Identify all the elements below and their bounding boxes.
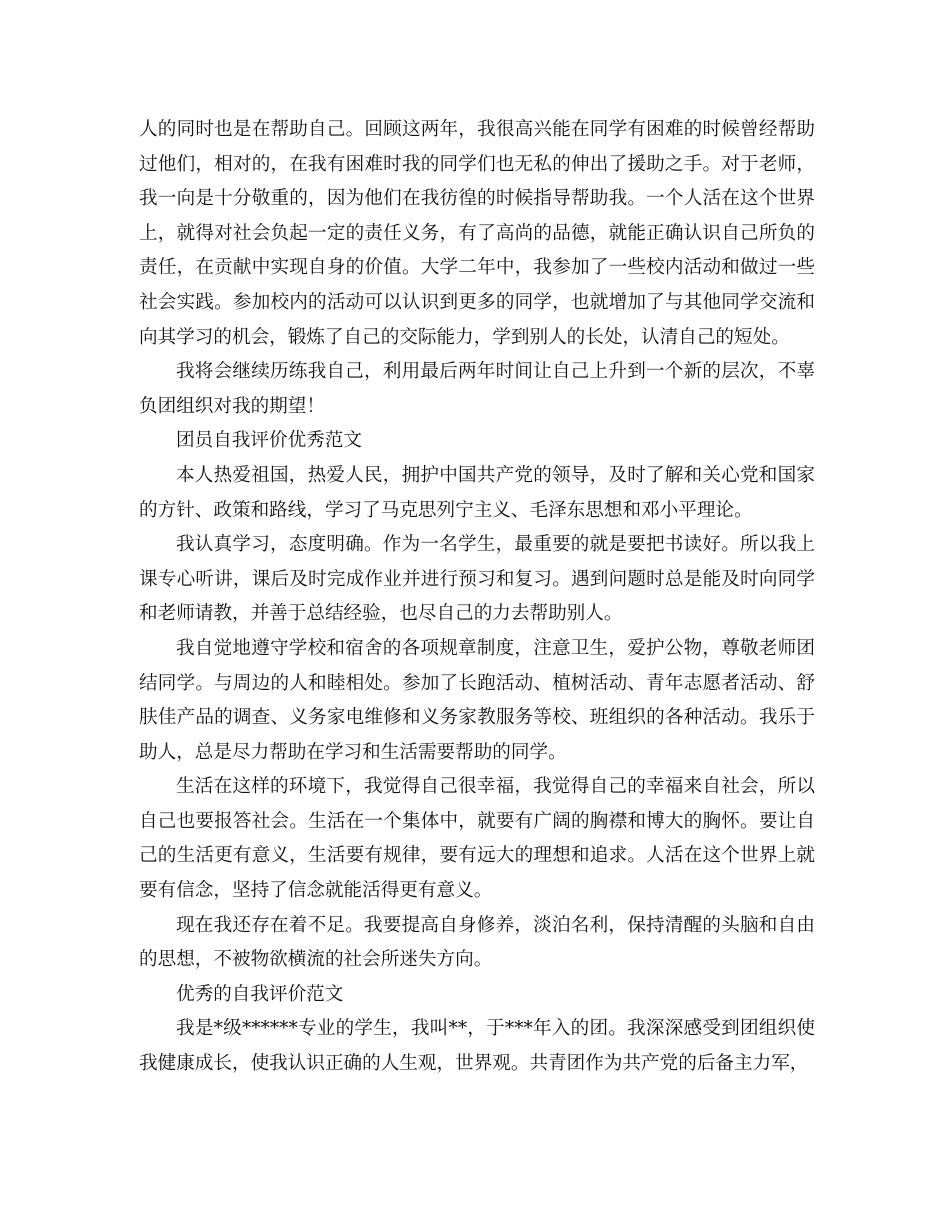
paragraph-patriotism: 本人热爱祖国，热爱人民，拥护中国共产党的领导，及时了解和关心党和国家的方针、政策和路线，学习了马克思列宁主义、毛泽东思想和邓小平理论。 (139, 464, 815, 521)
paragraph-continuation: 人的同时也是在帮助自己。回顾这两年，我很高兴能在同学有困难的时候曾经帮助过他们，相对的，在我有困难时我的同学们也无私的伸出了援助之手。对于老师，我一向是十分敬重的，因为他们在我彷徨的时候指导帮助我。一个人活在这个世界上，就得对社会负起一定的责任义务，有了高尚的品德，就能正确认识自己所负的责任，在贡献中实现自身的价值。大学二年中，我参加了一些校内活动和做过一些社会实践。参加校内的活动可以认识到更多的同学，也就增加了与其他同学交流和向其学习的机会，锻炼了自己的交际能力，学到别人的长处，认清自己的短处。 (139, 119, 815, 348)
document-body (139, 113, 815, 1082)
section-heading-league-member-evaluation: 团员自我评价优秀范文 (176, 430, 362, 452)
section-heading-excellent-evaluation: 优秀的自我评价范文 (176, 983, 344, 1005)
paragraph-study: 我认真学习，态度明确。作为一名学生，最重要的就是要把书读好。所以我上课专心听讲，课后及时完成作业并进行预习和复习。遇到问题时总是能及时向同学和老师请教，并善于总结经验，也尽自己的力去帮助别人。 (139, 534, 815, 625)
paragraph-discipline-activities: 我自觉地遵守学校和宿舍的各项规章制度，注意卫生，爱护公物，尊敬老师团结同学。与周边的人和睦相处。参加了长跑活动、植树活动、青年志愿者活动、舒肤佳产品的调查、义务家电维修和义务家教服务等校、班组织的各种活动。我乐于助人，总是尽力帮助在学习和生活需要帮助的同学。 (139, 637, 815, 763)
paragraph-introduction: 我是*级******专业的学生，我叫**，于***年入的团。我深深感受到团组织使我健康成长，使我认识正确的人生观，世界观。共青团作为共产党的后备主力军， (139, 1018, 815, 1075)
paragraph-closing-resolution: 我将会继续历练我自己，利用最后两年时间让自己上升到一个新的层次，不辜负团组织对我的期望！ (139, 361, 815, 417)
paragraph-life-attitude: 生活在这样的环境下，我觉得自己很幸福，我觉得自己的幸福来自社会，所以自己也要报答社会。生活在一个集体中，就要有广阔的胸襟和博大的胸怀。要让自己的生活更有意义，生活要有规律，要有远大的理想和追求。人活在这个世界上就要有信念，坚持了信念就能活得更有意义。 (139, 776, 815, 902)
paragraph-shortcomings: 现在我还存在着不足。我要提高自身修养，淡泊名利，保持清醒的头脑和自由的思想，不被物欲横流的社会所迷失方向。 (139, 914, 815, 971)
